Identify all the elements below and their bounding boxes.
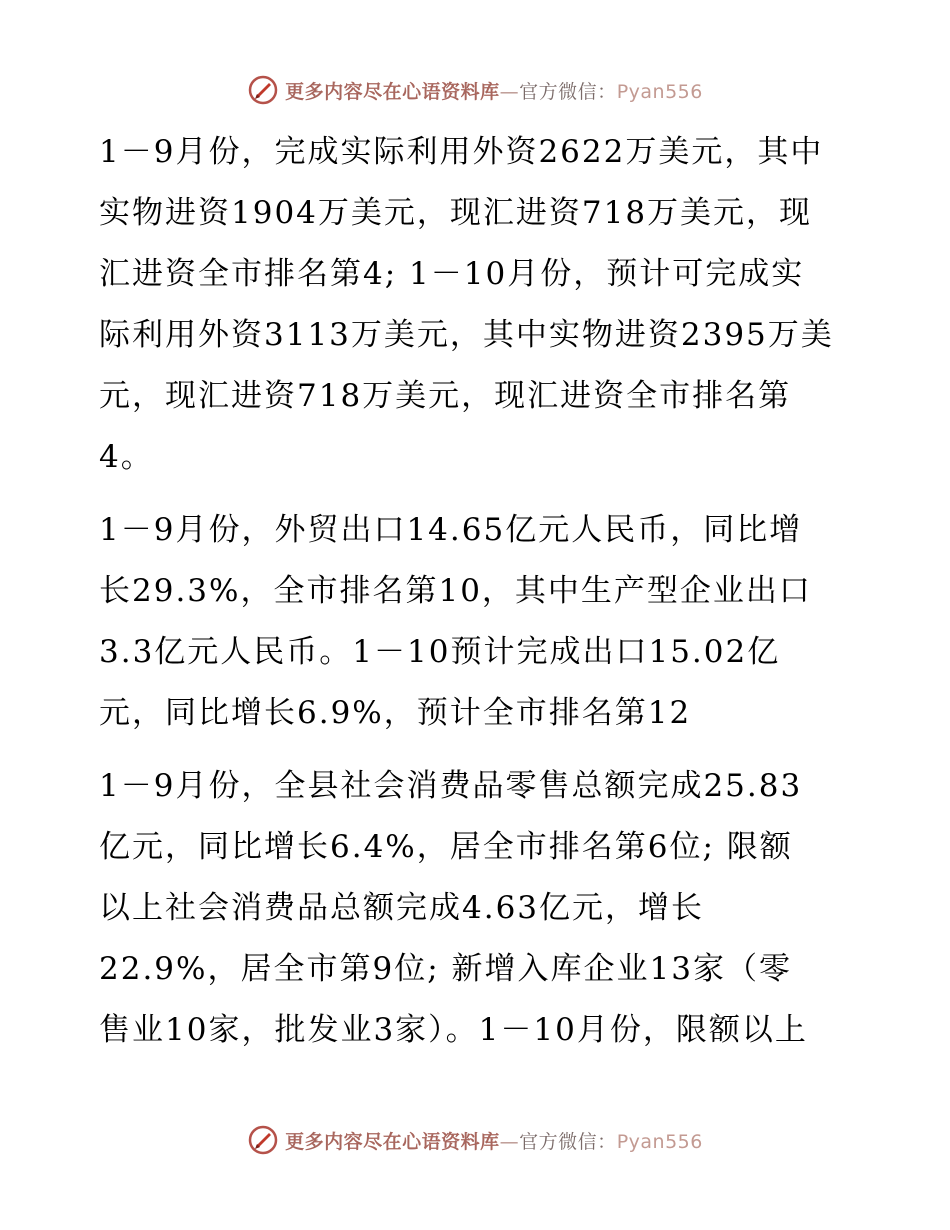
paragraph-foreign-investment (99, 122, 859, 488)
text-line: 以上社会消费品总额完成4.63亿元，增长 (99, 890, 705, 926)
text-line: 1－9月份，完成实际利用外资2622万美元，其中 (99, 134, 824, 170)
text-line: 售业10家，批发业3家）。1－10月份，限额以上 (99, 1012, 808, 1048)
watermark-text: 更多内容尽在心语资料库—官方微信：Pyan556 (285, 80, 703, 103)
watermark-footer (0, 1120, 950, 1160)
text-line: 实物进资1904万美元，现汇进资718万美元，现 (99, 195, 813, 231)
text-line: 1－9月份，全县社会消费品零售总额完成25.83 (99, 768, 803, 804)
document-body (99, 122, 859, 1061)
quill-logo-icon (247, 1124, 279, 1156)
watermark-header (0, 70, 950, 110)
text-line: 长29.3%，全市排名第10，其中生产型企业出口 (99, 573, 812, 609)
text-line: 亿元，同比增长6.4%，居全市排名第6位; 限额 (99, 829, 793, 865)
text-line: 际利用外资3113万美元，其中实物进资2395万美 (99, 317, 834, 353)
text-line: 22.9%，居全市第9位; 新增入库企业13家（零 (99, 951, 792, 987)
text-line: 4。 (99, 439, 154, 475)
quill-logo-icon (247, 74, 279, 106)
watermark-text: 更多内容尽在心语资料库—官方微信：Pyan556 (285, 1130, 703, 1153)
text-line: 元，现汇进资718万美元，现汇进资全市排名第 (99, 378, 792, 414)
paragraph-foreign-trade-export (99, 500, 859, 744)
text-line: 汇进资全市排名第4; 1－10月份，预计可完成实 (99, 256, 805, 292)
paragraph-retail-sales (99, 756, 859, 1061)
text-line: 3.3亿元人民币。1－10预计完成出口15.02亿 (99, 634, 781, 670)
text-line: 1－9月份，外贸出口14.65亿元人民币，同比增 (99, 512, 803, 548)
text-line: 元，同比增长6.9%，预计全市排名第12 (99, 695, 692, 731)
